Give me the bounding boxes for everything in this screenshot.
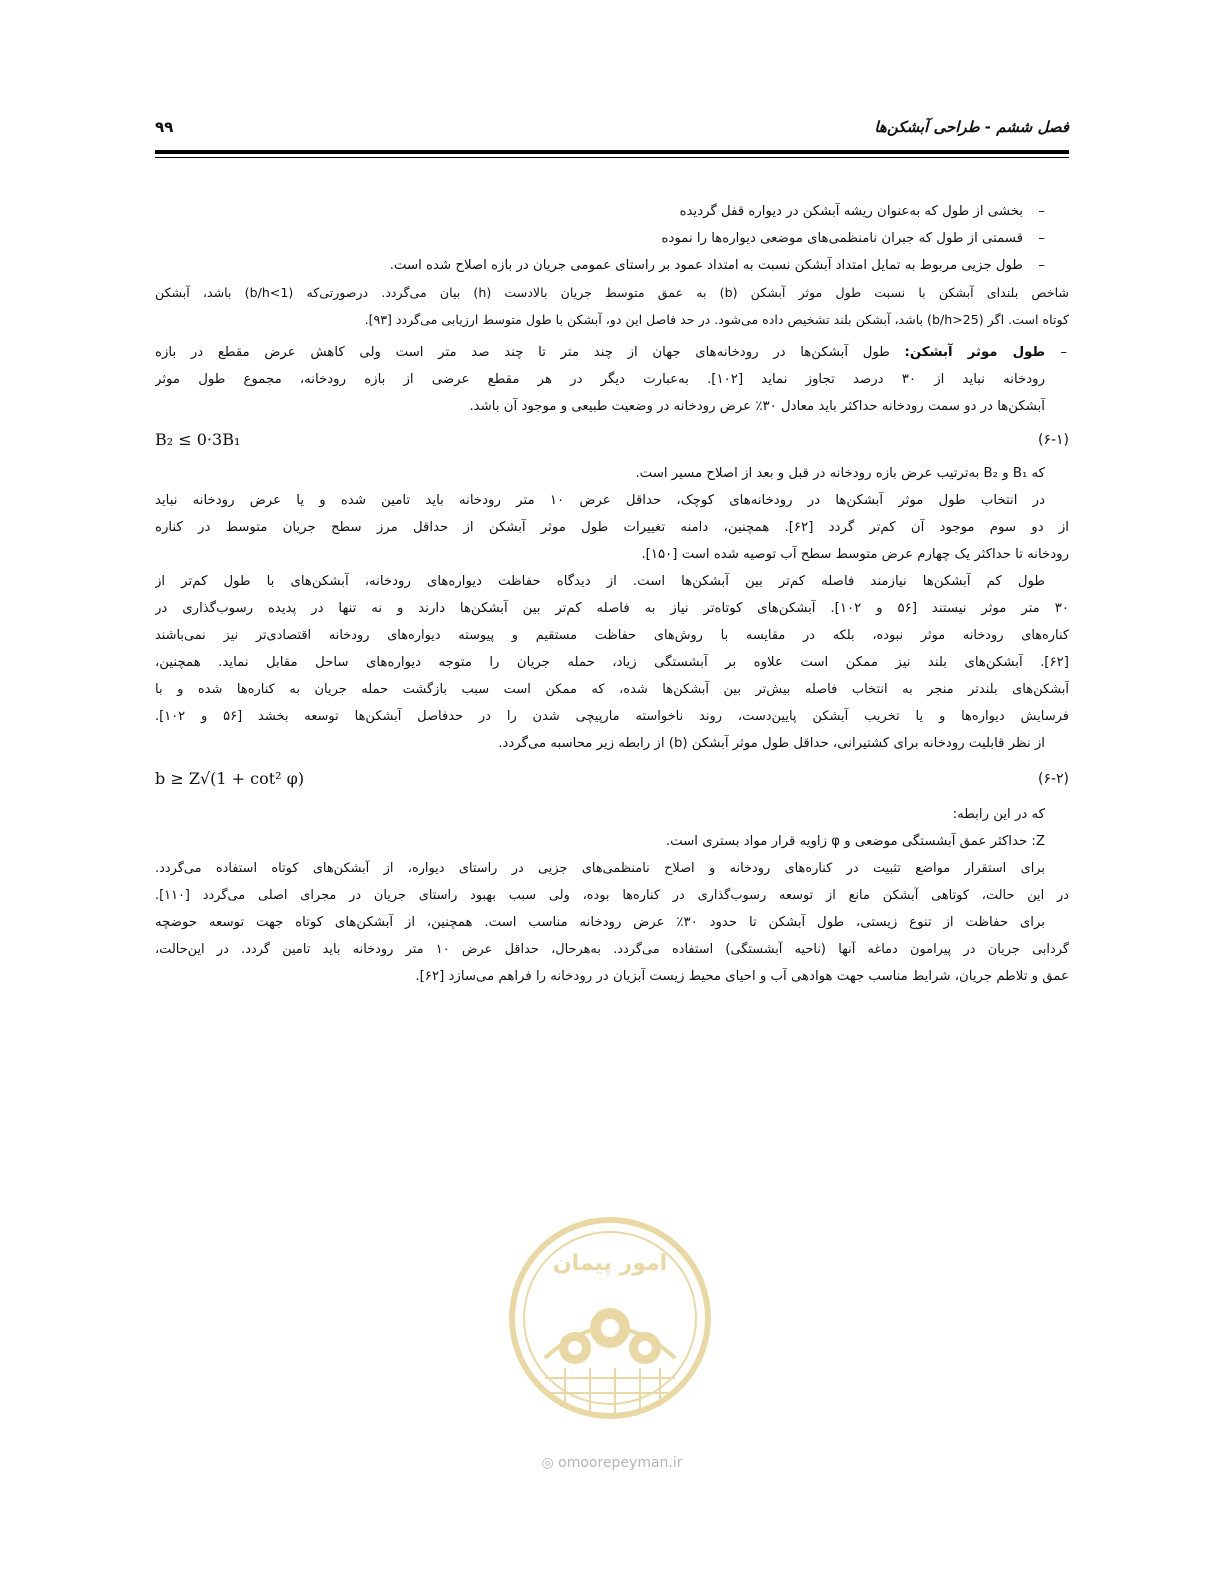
length-components-list — [155, 198, 1069, 279]
paragraph-line: کناره‌های رودخانه موثر نبوده، بلکه در مقایسه با روش‌های حفاظت مستقیم و پیوسته دیواره‌های رودخانه اقتصادی‌تر نیز نمی‌باشند — [155, 628, 1069, 643]
effective-length-label: طول موثر آبشکن: — [904, 345, 1045, 360]
paragraph-line: برای حفاظت از تنوع زیستی، طول آبشکن تا حدود ۳۰٪ عرض رودخانه مناسب است. همچنین، از آبشکن‌های کوتاه جهت توسعه حوضچه — [155, 915, 1045, 930]
equation-2 — [155, 757, 1069, 801]
equation-formula: B₂ ≤ 0·3B₁ — [155, 430, 241, 449]
dash-bullet: – — [1060, 345, 1067, 360]
equation-number: (۶-۱) — [1037, 432, 1069, 448]
paragraph-biodiversity — [155, 909, 1069, 990]
paragraph-short-groynes — [155, 568, 1069, 730]
paragraph-line: کوتاه است. اگر (b/h>25) باشد، آبشکن بلند تشخیص داده می‌شود. در حد فاصل این دو، آبشکن با طول متوسط ارزیابی می‌گردد [۹۳]. — [364, 312, 1069, 327]
page-body — [155, 198, 1069, 990]
list-item: – قسمتی از طول که جبران نامنظمی‌های موضعی دیواره‌ها را نموده — [155, 225, 1047, 252]
paragraph-line: در این حالت، کوتاهی آبشکن مانع از توسعه رسوب‌گذاری در کناره‌ها بوده، ولی سبب بهبود راستای جریان در مجرای اصلی می‌گردد [۱۱۰]. — [155, 888, 1069, 903]
paragraph-height-index — [155, 279, 1069, 333]
equation-definition: Z: حداکثر عمق آبشستگی موضعی و φ زاویه قرار مواد بستری است. — [665, 834, 1045, 849]
paragraph-line: شاخص بلندای آبشکن با نسبت طول موثر آبشکن (b) به عمق متوسط جریان بالادست (h) بیان می‌گردد. درصورتی‌که (b/h<1) باشد، آبشکن — [155, 285, 1069, 300]
paragraph-line: رودخانه تا حداکثر یک چهارم عرض متوسط سطح آب توصیه شده است [۱۵۰]. — [641, 547, 1069, 562]
watermark-logo — [505, 1208, 715, 1438]
paragraph-line: عمق و تلاطم جریان، شرایط مناسب جهت هوادهی آب و احیای محیط زیست آبزیان در رودخانه را فراهم می‌سازد [۶۲]. — [415, 969, 1069, 984]
paragraph-small-rivers — [155, 487, 1069, 568]
paragraph-line: از دو سوم موجود آن کم‌تر گردد [۶۲]. همچنین، دامنه تغییرات طول موثر آبشکن از حداقل مرز سطح جریان متوسط در کناره — [155, 520, 1069, 535]
paragraph-line: گردابی جریان در پیرامون دماغه آنها (ناحیه آبشستگی) استفاده می‌گردد. به‌هرحال، حداقل عرض ۱۰ متر رودخانه باید تامین گردد. در این‌حالت، — [155, 942, 1069, 957]
list-item: – طول موثر آبشکن: طول آبشکن‌ها در رودخانه‌های جهان از چند متر تا چند صد متر است ولی کاهش عرض مقطع در بازه — [155, 339, 1069, 366]
dash-bullet: – — [1038, 231, 1045, 246]
list-item-continuation: آبشکن‌ها در دو سمت رودخانه حداکثر باید معادل ۳۰٪ عرض رودخانه در وضعیت طبیعی و موجود آن باشد. — [469, 399, 1045, 414]
chapter-title: فصل ششم - طراحی آبشکن‌ها — [874, 118, 1069, 136]
equation-number: (۶-۲) — [1037, 771, 1069, 787]
paragraph-line: برای استقرار مواضع تثبیت در کناره‌های رودخانه و اصلاح نامنظمی‌های جزیی در راستای دیواره، از آبشکن‌های کوتاه استفاده می‌گردد. — [155, 861, 1045, 876]
paragraph-line: فرسایش دیواره‌ها و یا تخریب آبشکن پایین‌دست، روند ناخواسته مارپیچی شدن را در حدفاصل آبشکن‌ها توسعه بخشد [۵۶ و ۱۰۲]. — [155, 709, 1069, 724]
list-item-continuation: رودخانه نباید از ۳۰ درصد تجاوز نماید [۱۰۲]. به‌عبارت دیگر در هر مقطع عرضی از بازه رودخانه، مجموع طول موثر — [155, 372, 1045, 387]
equation-formula: b ≥ Z√(1 + cot² φ) — [155, 769, 305, 788]
paragraph-line: آبشکن‌های بلندتر منجر به انتخاب فاصله بیش‌تر بین آبشکن‌ها شده، که ممکن است سبب بازگشت حمله جریان به کناره‌ها شده و با — [155, 682, 1069, 697]
watermark-logo-text: امور پیمان — [552, 1251, 668, 1276]
header-rule-thin — [155, 157, 1069, 158]
dash-bullet: – — [1038, 258, 1045, 273]
equation-note: که B₁ و B₂ به‌ترتیب عرض بازه رودخانه در قبل و بعد از اصلاح مسیر است. — [635, 466, 1045, 481]
effective-length-item — [155, 339, 1069, 420]
paragraph-line: طول کم آبشکن‌ها نیازمند فاصله کم‌تر بین آبشکن‌ها است. از دیدگاه حفاظت دیواره‌های رودخانه، آبشکن‌های با طول کم‌تر از — [155, 574, 1045, 589]
list-item: – بخشی از طول که به‌عنوان ریشه آبشکن در دیواره قفل گردیده — [155, 198, 1047, 225]
paragraph-line: در انتخاب طول موثر آبشکن‌ها در رودخانه‌های کوچک، حداقل عرض ۱۰ متر رودخانه باید تامین شده و یا عرض رودخانه نباید — [155, 493, 1045, 508]
list-item: – طول جزیی مربوط به تمایل امتداد آبشکن نسبت به امتداد عمود بر راستای عمومی جریان در بازه اصلاح شده است. — [155, 252, 1047, 279]
paragraph-line: ۳۰ متر موثر نیستند [۵۶ و ۱۰۲]. آبشکن‌های کوتاه‌تر نیاز به فاصله کم‌تر بین آبشکن‌ها دارند و نه تنها در پدیده رسوب‌گذاری در — [155, 601, 1069, 616]
paragraph-line: [۶۲]. آبشکن‌های بلند نیز ممکن است علاوه بر آبشستگی زیاد، حمله جریان را متوجه دیواره‌های ساحل مقابل نماید. همچنین، — [155, 655, 1069, 670]
paragraph-navigation: از نظر قابلیت رودخانه برای کشتیرانی، حداقل طول موثر آبشکن (b) از رابطه زیر محاسبه می‌گردد. — [498, 736, 1045, 751]
header-rule-thick — [155, 150, 1069, 154]
dash-bullet: – — [1038, 204, 1045, 219]
page-number: ۹۹ — [155, 118, 174, 136]
page-header — [155, 118, 1069, 142]
watermark-url: ◎ omoorepeyman.ir — [541, 1455, 683, 1471]
equation-1 — [155, 420, 1069, 460]
paragraph-stabilize — [155, 855, 1069, 909]
equation-where: که در این رابطه: — [952, 807, 1045, 822]
